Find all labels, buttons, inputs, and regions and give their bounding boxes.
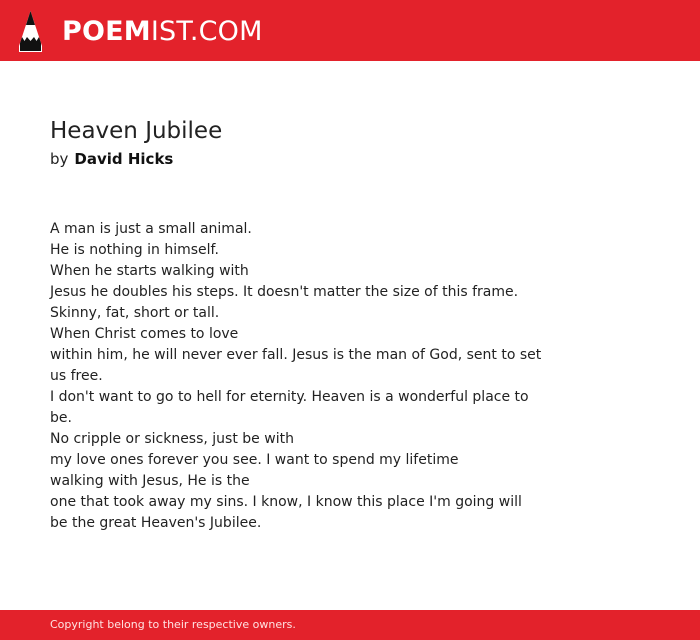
poem-line: I don't want to go to hell for eternity. Heaven is a wonderful place to [50,389,529,405]
poem-line: Skinny, fat, short or tall. [50,305,220,321]
poem-body [50,219,540,534]
poem-line: No cripple or sickness, just be with [50,431,294,447]
logo-light-part: IST.COM [150,15,263,47]
poem-line: walking with Jesus, He is the [50,473,250,489]
logo-bold-part: POEM [62,15,151,47]
poem-title: Heaven Jubilee [50,118,223,144]
site-logo-link[interactable] [18,9,263,53]
site-footer [0,610,700,640]
byline [50,149,173,169]
poem-line: When he starts walking with [50,263,249,279]
poem-line: my love ones forever you see. I want to spend my lifetime [50,452,459,468]
poem-line: be. [50,410,72,426]
poem-line: be the great Heaven's Jubilee. [50,515,262,531]
byline-prefix: by [50,150,69,168]
site-logo-text [62,15,263,47]
site-header [0,0,700,61]
copyright-notice: Copyright belong to their respective owners. [50,618,296,631]
author-name: David Hicks [74,150,174,168]
pencil-icon [18,10,43,52]
poem-line: He is nothing in himself. [50,242,219,258]
poem-line: within him, he will never ever fall. Jesus is the man of God, sent to set [50,347,542,363]
poem-line: one that took away my sins. I know, I know this place I'm going will [50,494,522,510]
poem-line: Jesus he doubles his steps. It doesn't matter the size of this frame. [50,284,519,300]
poem-line: A man is just a small animal. [50,221,252,237]
poem-line: When Christ comes to love [50,326,239,342]
poem-line: us free. [50,368,103,384]
